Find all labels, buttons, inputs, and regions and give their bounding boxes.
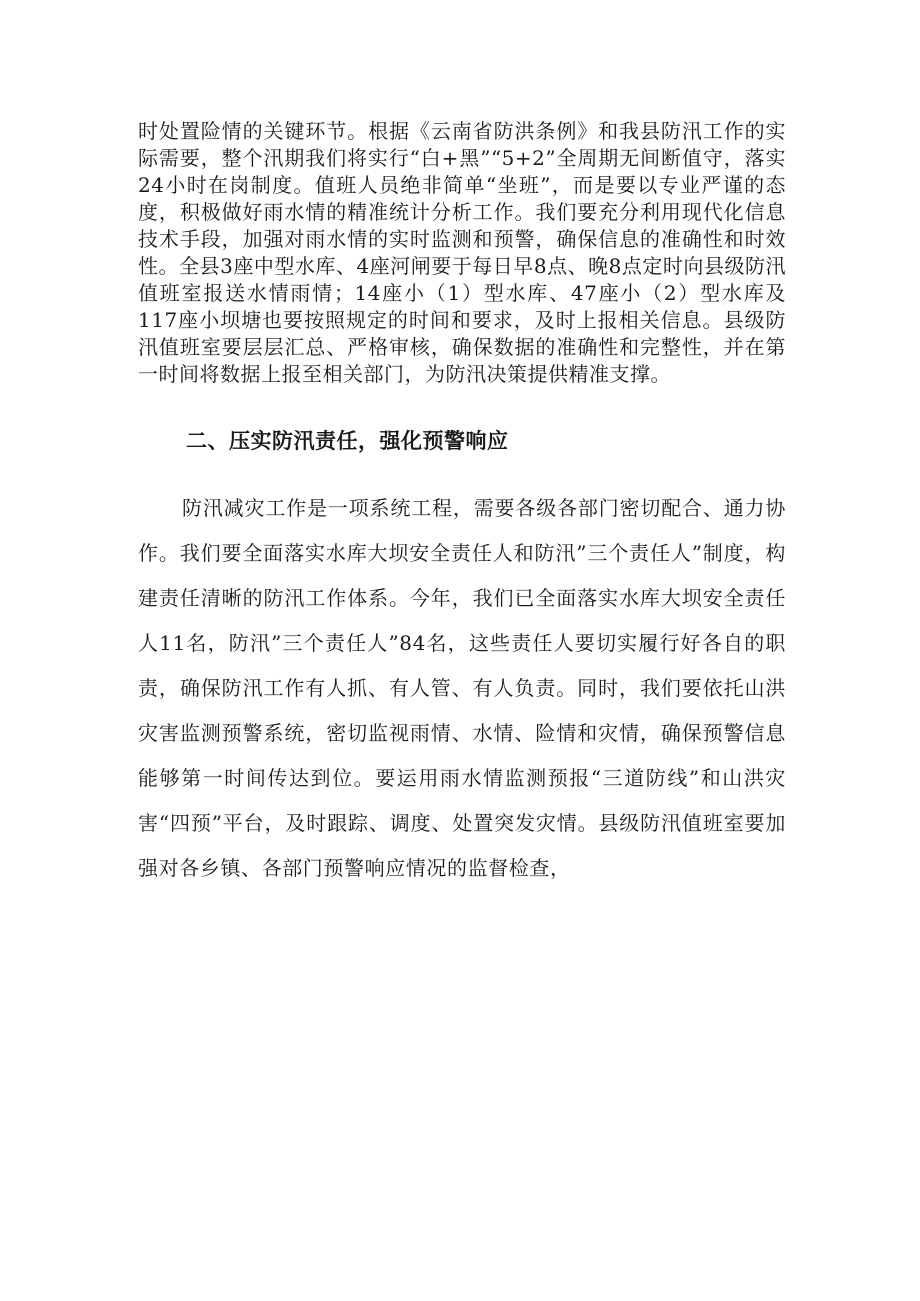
body-paragraph-section: 防汛减灾工作是一项系统工程，需要各级各部门密切配合、通力协作。我们要全面落实水库大坝安全责任人和防汛”三个责任人”制度，构建责任清晰的防汛工作体系。今年，我们已全面落实水库大坝安全责任人11名，防汛”三个责任人”84名，这些责任人要切实履行好各自的职责，确保防汛工作有人抓、有人管、有人负责。同时，我们要依托山洪灾害监测预警系统，密切监视雨情、水情、险情和灾情，确保预警信息能够第一时间传达到位。要运用雨水情监测预报“三道防线”和山洪灾害“四预”平台，及时跟踪、调度、处置突发灾情。县级防汛值班室要加强对各乡镇、各部门预警响应情况的监督检查， <box>138 496 786 880</box>
section-heading: 二、压实防汛责任，强化预警响应 <box>186 429 509 453</box>
body-paragraph-continued: 时处置险情的关键环节。根据《云南省防洪条例》和我县防汛工作的实际需要，整个汛期我们将实行“白+黑”“5+2”全周期无间断值守，落实24小时在岗制度。值班人员绝非简单“坐班”，而是要以专业严谨的态度，积极做好雨水情的精准统计分析工作。我们要充分利用现代化信息技术手段，加强对雨水情的实时监测和预警，确保信息的准确性和时效性。全县3座中型水库、4座河闸要于每日早8点、晚8点定时向县级防汛值班室报送水情雨情；14座小（1）型水库、47座小（2）型水库及117座小坝塘也要按照规定的时间和要求，及时上报相关信息。县级防汛值班室要层层汇总、严格审核，确保数据的准确性和完整性，并在第一时间将数据上报至相关部门，为防汛决策提供精准支撑。 <box>138 119 786 386</box>
